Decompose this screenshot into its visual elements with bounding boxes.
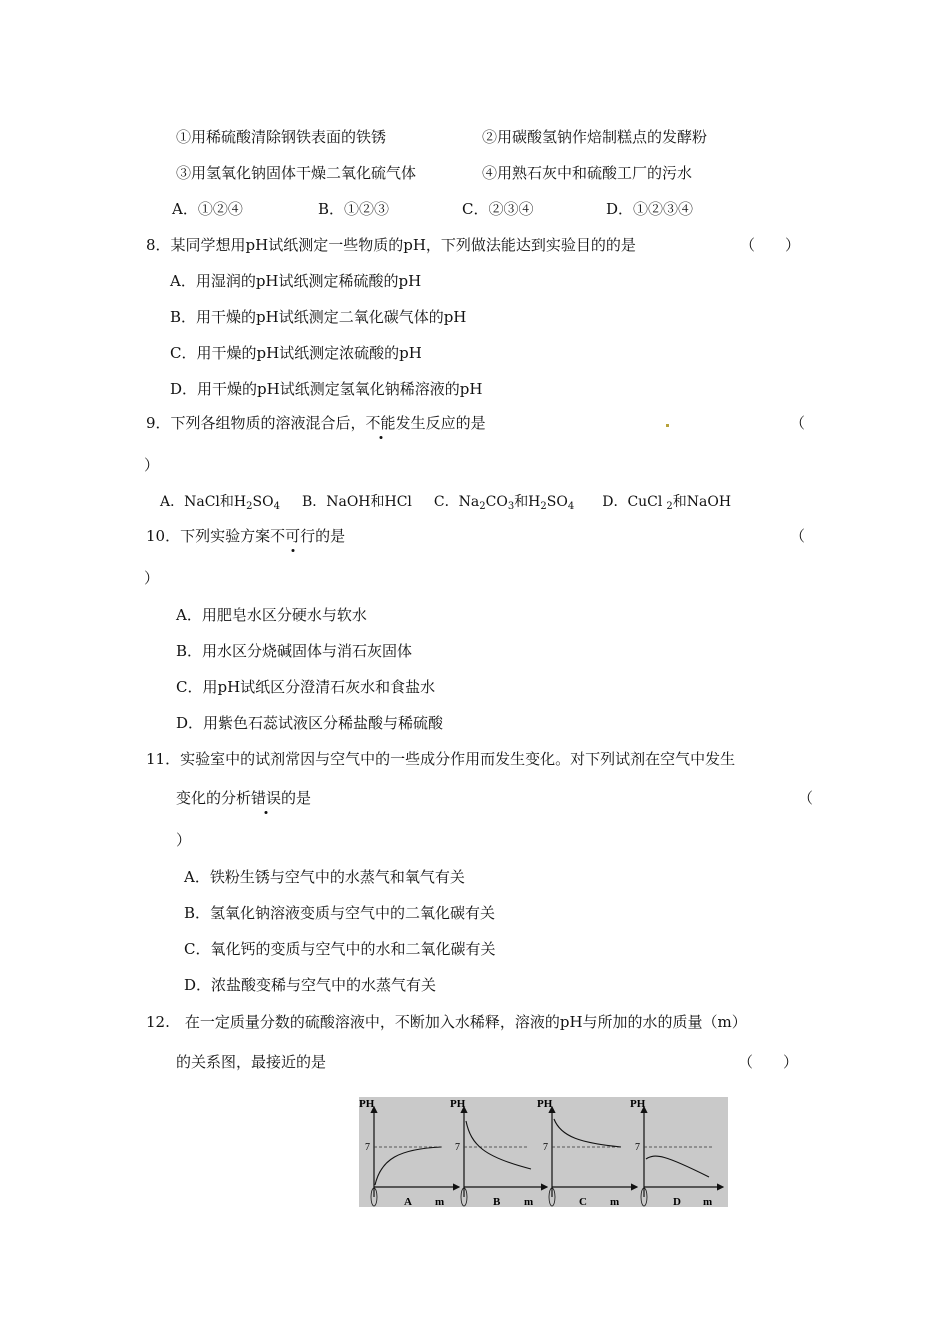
q8-option-b: B．用干燥的pH试纸测定二氧化碳气体的pH [170, 308, 467, 326]
ph-graph-svg [359, 1097, 728, 1207]
q9-options [160, 492, 731, 512]
q9-stem [146, 413, 486, 433]
q8-option-c: C．用干燥的pH试纸测定浓硫酸的pH [170, 344, 422, 362]
ph-graph-figure [359, 1097, 728, 1207]
stray-mark [666, 424, 669, 427]
q11-stem-tail: 的是 [281, 789, 312, 807]
q11-option-a: A．铁粉生锈与空气中的水蒸气和氧气有关 [184, 868, 465, 886]
q10-paren-open: （ [790, 527, 806, 545]
q11-stem-line-2 [176, 788, 311, 808]
panel-b [450, 1098, 547, 1207]
panel-b-curve [466, 1121, 531, 1169]
q8-option-a: A．用湿润的pH试纸测定稀硫酸的pH [170, 272, 422, 290]
q7-option-b: B．①②③ [318, 200, 390, 218]
q8-answer-paren: （ ） [740, 236, 801, 254]
q9-option-c: C．$Na_2CO_3$和$H_2SO_4$ [433, 494, 575, 512]
panel-c-seven: 7 [543, 1142, 548, 1153]
panel-a-y-label: PH [359, 1098, 375, 1110]
q10-option-b: B．用水区分烧碱固体与消石灰固体 [176, 642, 413, 660]
q10-stem-tail: 的是 [315, 527, 346, 545]
q10-option-d: D．用紫色石蕊试液区分稀盐酸与稀硫酸 [176, 714, 444, 732]
panel-c [537, 1098, 637, 1207]
q11-paren-open: （ [798, 789, 814, 807]
panel-a-seven: 7 [365, 1142, 370, 1153]
q10-option-c: C．用pH试纸区分澄清石灰水和食盐水 [176, 678, 436, 696]
q11-option-b: B．氢氧化钠溶液变质与空气中的二氧化碳有关 [184, 904, 496, 922]
panel-d-curve [646, 1156, 709, 1177]
q11-stem-line-1: 11．实验室中的试剂常因与空气中的一些成分作用而发生变化。对下列试剂在空气中发生 [146, 750, 736, 768]
panel-c-curve [554, 1119, 621, 1147]
q10-stem-text: 10．下列实验方案 [146, 527, 271, 545]
q7-option-c: C．②③④ [462, 200, 534, 218]
q11-stem-text: 变化的分析 [176, 789, 252, 807]
panel-b-y-label: PH [450, 1098, 466, 1110]
panel-d-y-label: PH [630, 1098, 646, 1110]
panel-a [359, 1098, 459, 1207]
q9-option-b: B．NaOH和HCl [301, 494, 412, 510]
q11-emphasis: 错误 [251, 789, 282, 807]
q9-emphasis: 不能 [365, 414, 396, 432]
panel-d-seven: 7 [635, 1142, 640, 1153]
q10-stem [146, 526, 345, 546]
q10-emphasis: 不可行 [270, 527, 316, 545]
q12-answer-paren: （ ） [738, 1053, 799, 1071]
q7-item-1: ①用稀硫酸清除钢铁表面的铁锈 [176, 128, 387, 146]
panel-d-letter: D [673, 1196, 681, 1207]
q9-stem-text: 9．下列各组物质的溶液混合后， [146, 414, 366, 432]
q7-item-2: ②用碳酸氢钠作焙制糕点的发酵粉 [482, 128, 708, 146]
q11-option-d: D．浓盐酸变稀与空气中的水蒸气有关 [184, 976, 437, 994]
q9-option-d: D．CuCl $_2$和NaOH [602, 494, 732, 512]
q12-stem-line-1: 12. 在一定质量分数的硫酸溶液中，不断加入水稀释，溶液的pH与所加的水的质量（m） [146, 1013, 747, 1031]
q7-item-3: ③用氢氧化钠固体干燥二氧化硫气体 [176, 164, 417, 182]
panel-a-letter: A [404, 1196, 412, 1207]
q8-stem: 8．某同学想用pH试纸测定一些物质的pH，下列做法能达到实验目的的是 [146, 236, 636, 254]
q8-option-d: D．用干燥的pH试纸测定氢氧化钠稀溶液的pH [170, 380, 483, 398]
panel-b-seven: 7 [455, 1142, 460, 1153]
panel-d [630, 1098, 723, 1207]
q11-paren-close: ） [176, 831, 192, 849]
panel-c-letter: C [579, 1196, 587, 1207]
panel-c-y-label: PH [537, 1098, 553, 1110]
q12-stem-line-2: 的关系图，最接近的是 [176, 1053, 327, 1071]
panel-a-curve [375, 1147, 441, 1185]
q7-option-a: A．①②④ [172, 200, 243, 218]
q10-paren-close: ） [144, 569, 160, 587]
panel-b-letter: B [493, 1196, 501, 1207]
q10-option-a: A．用肥皂水区分硬水与软水 [176, 606, 367, 624]
panel-a-x-unit: m [435, 1196, 445, 1207]
panel-c-x-unit: m [610, 1196, 620, 1207]
q9-paren-open: （ [790, 414, 806, 432]
q9-stem-tail: 发生反应的是 [395, 414, 486, 432]
q7-item-4: ④用熟石灰中和硫酸工厂的污水 [482, 164, 693, 182]
q9-paren-close: ） [144, 456, 160, 474]
panel-b-x-unit: m [524, 1196, 534, 1207]
q11-option-c: C．氧化钙的变质与空气中的水和二氧化碳有关 [184, 940, 496, 958]
panel-d-x-unit: m [703, 1196, 713, 1207]
q7-option-d: D．①②③④ [606, 200, 694, 218]
q9-option-a: A．NaCl和$H_2SO_4$ [160, 494, 280, 512]
